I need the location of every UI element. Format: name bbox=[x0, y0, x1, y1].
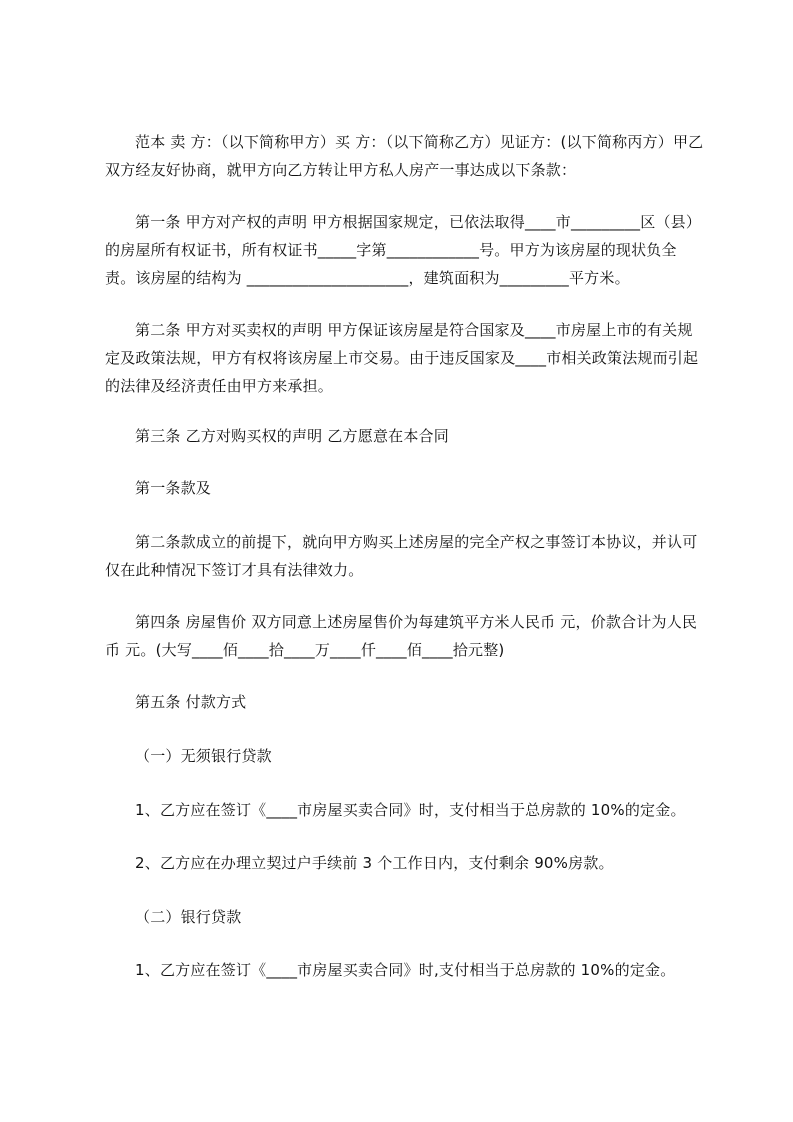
intro-paragraph: 范本 卖 方：（以下简称甲方）买 方：（以下简称乙方）见证方：(以下简称丙方）甲乙双方经友好协商，就甲方向乙方转让甲方私人房产一事达成以下条款： bbox=[105, 133, 704, 179]
section-bank-loan-heading: （二）银行贷款 bbox=[135, 908, 242, 926]
article-5-heading: 第五条 付款方式 bbox=[135, 693, 247, 711]
no-loan-item-2: 2、乙方应在办理立契过户手续前 3 个工作日内，支付剩余 90%房款。 bbox=[135, 854, 614, 872]
no-loan-item-1: 1、乙方应在签订《____市房屋买卖合同》时，支付相当于总房款的 10%的定金。 bbox=[135, 801, 686, 819]
article-4-paragraph: 第四条 房屋售价 双方同意上述房屋售价为每建筑平方米人民币 元，价款合计为人民币 元。(大写____佰____拾____万____仟____佰____拾元整) bbox=[105, 613, 698, 659]
article-3-clause-1: 第一条款及 bbox=[135, 479, 212, 497]
article-3-paragraph: 第三条 乙方对购买权的声明 乙方愿意在本合同 bbox=[135, 427, 449, 445]
section-no-loan-heading: （一）无须银行贷款 bbox=[135, 747, 272, 765]
bank-loan-item-1: 1、乙方应在签订《____市房屋买卖合同》时,支付相当于总房款的 10%的定金。 bbox=[135, 961, 676, 979]
article-3-clause-2: 第二条款成立的前提下，就向甲方购买上述房屋的完全产权之事签订本协议，并认可仅在此种情况下签订才具有法律效力。 bbox=[105, 533, 698, 579]
article-2-paragraph: 第二条 甲方对买卖权的声明 甲方保证该房屋是符合国家及____市房屋上市的有关规定及政策法规，甲方有权将该房屋上市交易。由于违反国家及____市相关政策法规而引起的法律及经济责任由甲方来承担。 bbox=[105, 321, 699, 395]
article-1-paragraph: 第一条 甲方对产权的声明 甲方根据国家规定，已依法取得____市_________区（县）的房屋所有权证书，所有权证书_____字第____________号。甲方为该房屋的现状负全责。该房屋的结构为 _____________________，建筑面积为_________平方米。 bbox=[105, 213, 702, 287]
